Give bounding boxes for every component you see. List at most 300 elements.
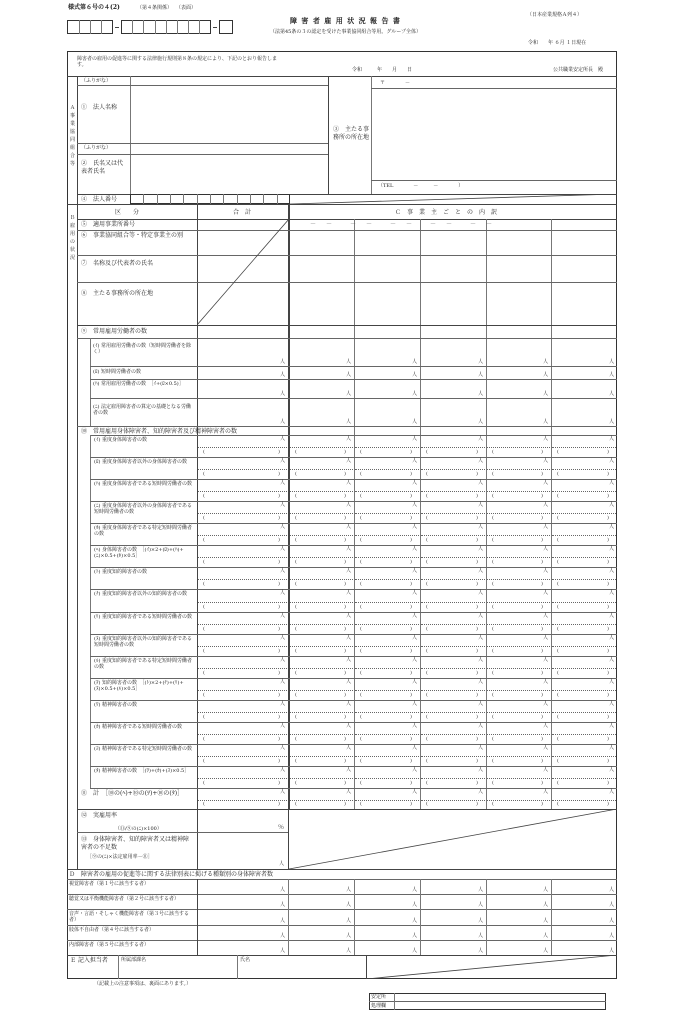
unit-label: 人 <box>280 419 286 425</box>
address-field[interactable] <box>372 89 616 179</box>
row-10-item-cell[interactable] <box>198 435 287 457</box>
row-10-item-cell[interactable] <box>198 634 287 656</box>
unit-label: 人 <box>609 359 615 365</box>
section-d-label: Ｄ 障害者の雇用の促進等に関する法律別表に掲げる種類別の身体障害者数 <box>69 871 274 878</box>
unit-label: 人 <box>609 524 615 530</box>
paren-close: ) <box>476 736 478 742</box>
unit-label: 人 <box>478 767 484 773</box>
unit-label: 人 <box>543 887 549 893</box>
paren-close: ) <box>541 670 543 676</box>
row-10-item-label: (ﾎ) 重度身体障害者である特定短時間労働者の数 <box>94 525 192 538</box>
section-d-item-cell[interactable] <box>552 909 616 925</box>
unit-label: 人 <box>280 723 286 729</box>
paren-open: ( <box>295 714 297 720</box>
unit-label: 人 <box>478 359 484 365</box>
paren-close: ) <box>410 559 412 565</box>
unit-label: 人 <box>280 948 286 954</box>
unit-label: 人 <box>280 613 286 619</box>
unit-label: 人 <box>543 701 549 707</box>
section-d-item-label: 音声・言語・そしゃく機能障害者（第３号に該当する者） <box>69 911 190 924</box>
section-d-item-cell[interactable] <box>421 879 485 894</box>
row-9-2-cell[interactable] <box>552 379 616 398</box>
row-10-item-cell[interactable] <box>198 545 287 567</box>
section-d-item-cell[interactable] <box>290 879 353 894</box>
row-10-item-cell[interactable] <box>198 479 287 501</box>
paren-open: ( <box>426 714 428 720</box>
row-9-2-cell[interactable] <box>487 379 550 398</box>
unit-label: 人 <box>346 480 352 486</box>
unit-label: 人 <box>346 701 352 707</box>
section-d-item-cell[interactable] <box>198 940 287 955</box>
section-d-item-cell[interactable] <box>198 894 287 909</box>
row-13-label: ⑬ 身体障害者、知的障害者又は精神障害者の不足数 <box>81 836 190 851</box>
unit-label: 人 <box>280 933 286 939</box>
section-d-item-cell[interactable] <box>421 925 485 940</box>
unit-label: 人 <box>609 480 615 486</box>
section-d-item-cell[interactable] <box>487 879 550 894</box>
row-9-3-cell[interactable] <box>198 398 287 426</box>
footer-note: （記載上の注意事項は、裏面にあります。） <box>94 981 192 987</box>
rep-name-field[interactable] <box>131 155 327 193</box>
row-9-1-cell[interactable] <box>290 366 353 379</box>
paren-open: ( <box>426 559 428 565</box>
unit-label: 人 <box>543 524 549 530</box>
shortfall-field[interactable] <box>198 833 287 868</box>
paren-open: ( <box>557 537 559 543</box>
unit-label: 人 <box>412 372 418 378</box>
paren-close: ) <box>344 692 346 698</box>
row-11-cell[interactable] <box>198 788 287 809</box>
unit-label: 人 <box>346 635 352 641</box>
section-d-item-cell[interactable] <box>198 879 287 894</box>
paren-close: ) <box>344 714 346 720</box>
unit-label: 人 <box>609 767 615 773</box>
paren-open: ( <box>360 581 362 587</box>
unit-label: 人 <box>412 657 418 663</box>
addressee: 公共職業安定所長 殿 <box>553 67 604 73</box>
col-breakdown: Ｃ 事 業 主 ご と の 内 訳 <box>395 209 498 216</box>
section-d-item-cell[interactable] <box>198 909 287 925</box>
paren-close: ) <box>607 604 609 610</box>
row-10-item-cell[interactable] <box>198 656 287 678</box>
paren-close: ) <box>278 626 280 632</box>
paren-close: ) <box>476 714 478 720</box>
paren-close: ) <box>344 758 346 764</box>
paren-open: ( <box>492 493 494 499</box>
paren-open: ( <box>360 670 362 676</box>
row-9c-label: (ﾊ) 常用雇用労働者の数 ［ｲ+(ﾛ×0.5)］ <box>93 381 184 387</box>
paren-close: ) <box>607 626 609 632</box>
row-9-0-cell[interactable] <box>198 338 287 366</box>
office-label: 安定所 <box>371 994 387 1000</box>
name-field[interactable] <box>238 963 365 978</box>
paren-close: ) <box>476 471 478 477</box>
row-10-item-cell[interactable] <box>198 766 287 788</box>
unit-label: 人 <box>280 918 286 924</box>
row-10-item-cell[interactable] <box>198 589 287 612</box>
paren-close: ) <box>607 648 609 654</box>
paren-open: ( <box>203 714 205 720</box>
paren-close: ) <box>607 692 609 698</box>
paren-close: ) <box>278 692 280 698</box>
unit-label: 人 <box>609 613 615 619</box>
unit-label: 人 <box>478 657 484 663</box>
row-9-3-cell[interactable] <box>290 398 353 426</box>
unit-label: 人 <box>478 902 484 908</box>
paren-close: ) <box>278 471 280 477</box>
paren-open: ( <box>203 780 205 786</box>
paren-close: ) <box>344 670 346 676</box>
paren-open: ( <box>492 736 494 742</box>
form-side: （表面） <box>176 5 197 11</box>
unit-label: 人 <box>543 359 549 365</box>
row-10-label: ⑩ 常用雇用身体障害者、知的障害者及び精神障害者の数 <box>81 428 238 435</box>
paren-open: ( <box>295 581 297 587</box>
paren-close: ) <box>476 581 478 587</box>
unit-label: 人 <box>346 419 352 425</box>
report-date[interactable]: 令和 年 月 日 <box>352 67 413 73</box>
paren-close: ) <box>410 648 412 654</box>
furigana-label: （ふりがな） <box>81 78 112 84</box>
unit-label: 人 <box>346 933 352 939</box>
paren-close: ) <box>476 670 478 676</box>
postal-code[interactable]: 〒 － <box>380 80 411 86</box>
row-9d-label: (ﾆ) 法定雇用障害者の算定の基礎となる労働者の数 <box>93 404 191 417</box>
section-d-item-cell[interactable] <box>355 909 419 925</box>
paren-open: ( <box>426 736 428 742</box>
paren-open: ( <box>492 581 494 587</box>
section-d-item-cell[interactable] <box>421 940 485 955</box>
unit-label: 人 <box>346 657 352 663</box>
paren-open: ( <box>557 648 559 654</box>
paren-open: ( <box>492 758 494 764</box>
unit-label: 人 <box>346 568 352 574</box>
row-10-item-label: (ﾘ) 重度知的障害者である短時間労働者の数 <box>94 614 192 620</box>
unit-label: 人 <box>412 745 418 751</box>
unit-label: 人 <box>478 568 484 574</box>
row-9-1-cell[interactable] <box>487 366 550 379</box>
paren-open: ( <box>557 758 559 764</box>
paren-close: ) <box>344 736 346 742</box>
corp-number-diagonal <box>290 194 617 204</box>
row-9-2-cell[interactable] <box>198 379 287 398</box>
unit-label: 人 <box>280 568 286 574</box>
paren-close: ) <box>410 449 412 455</box>
unit-label: 人 <box>412 918 418 924</box>
paren-open: ( <box>426 537 428 543</box>
unit-label: 人 <box>412 613 418 619</box>
section-d-item-label: 視覚障害者（第１号に該当する者） <box>69 881 150 887</box>
section-d-item-cell[interactable] <box>421 894 485 909</box>
section-d-item-label: 肢体不自由者（第４号に該当する者） <box>69 927 155 933</box>
paren-close: ) <box>541 604 543 610</box>
unit-label: 人 <box>280 546 286 552</box>
section-d-item-cell[interactable] <box>355 940 419 955</box>
section-d-item-cell[interactable] <box>290 940 353 955</box>
paren-open: ( <box>557 471 559 477</box>
row-10-item-cell[interactable] <box>198 678 287 700</box>
paren-close: ) <box>278 714 280 720</box>
unit-label: 人 <box>543 657 549 663</box>
paren-close: ) <box>278 537 280 543</box>
paren-close: ) <box>607 780 609 786</box>
paren-close: ) <box>541 471 543 477</box>
paren-close: ) <box>541 780 543 786</box>
section-d-item-cell[interactable] <box>552 894 616 909</box>
unit-label: 人 <box>346 502 352 508</box>
row-10-item-label: (ﾄ) 重度知的障害者の数 <box>94 569 147 575</box>
unit-label: 人 <box>412 701 418 707</box>
row-10-item-label: (ｦ) 知的障害者の数 ［(ﾄ)×2+(ﾁ)+(ﾘ)+(ﾇ)×0.5+(ﾙ)×0.5］ <box>94 680 184 693</box>
paren-close: ) <box>278 559 280 565</box>
corp-name-label: ① 法人名称 <box>81 104 118 111</box>
section-d-item-cell[interactable] <box>421 909 485 925</box>
row-9-1-cell[interactable] <box>421 366 485 379</box>
unit-label: 人 <box>280 902 286 908</box>
paren-open: ( <box>557 801 559 807</box>
paren-close: ) <box>278 670 280 676</box>
section-d-item-cell[interactable] <box>198 925 287 940</box>
unit-label: 人 <box>346 723 352 729</box>
row-10-item-cell[interactable] <box>198 457 287 479</box>
unit-label: 人 <box>346 546 352 552</box>
paren-close: ) <box>607 449 609 455</box>
section-d-item-cell[interactable] <box>487 940 550 955</box>
paren-open: ( <box>360 493 362 499</box>
tel-field[interactable]: （TEL － － ） <box>378 183 464 189</box>
row-9-0-cell[interactable] <box>421 338 485 366</box>
unit-label: 人 <box>412 679 418 685</box>
paren-open: ( <box>360 449 362 455</box>
unit-label: 人 <box>346 359 352 365</box>
unit-label: 人 <box>346 948 352 954</box>
row-10-item-label: (ﾍ) 身体障害者の数 ［(ｲ)×2+(ﾛ)+(ﾊ)+(ﾆ)×0.5+(ﾎ)×0.5］ <box>94 547 184 560</box>
unit-label: 人 <box>478 480 484 486</box>
row-10-item-label: (ﾊ) 重度身体障害者である短時間労働者の数 <box>94 481 192 487</box>
paren-open: ( <box>426 692 428 698</box>
unit-label: 人 <box>478 372 484 378</box>
paren-open: ( <box>557 604 559 610</box>
paren-close: ) <box>476 648 478 654</box>
paren-close: ) <box>607 714 609 720</box>
paren-close: ) <box>410 780 412 786</box>
paren-close: ) <box>344 604 346 610</box>
paren-close: ) <box>607 559 609 565</box>
unit-label: 人 <box>412 789 418 795</box>
section-e-label: Ｅ 記入担当者 <box>70 957 108 964</box>
unit-label: 人 <box>412 480 418 486</box>
dept-field[interactable] <box>119 963 236 978</box>
row-10-item-cell[interactable] <box>198 501 287 523</box>
row-9-2-cell[interactable] <box>290 379 353 398</box>
paren-open: ( <box>492 471 494 477</box>
section-d-item-cell[interactable] <box>487 894 550 909</box>
paren-close: ) <box>541 626 543 632</box>
paren-close: ) <box>476 515 478 521</box>
section-d-item-cell[interactable] <box>355 879 419 894</box>
paren-close: ) <box>410 758 412 764</box>
paren-open: ( <box>557 626 559 632</box>
unit-label: 人 <box>412 723 418 729</box>
unit-label: 人 <box>346 524 352 530</box>
unit-label: 人 <box>346 458 352 464</box>
unit-label: 人 <box>478 458 484 464</box>
unit-label: 人 <box>346 887 352 893</box>
section-d-item-cell[interactable] <box>355 894 419 909</box>
paren-close: ) <box>344 780 346 786</box>
paren-open: ( <box>360 648 362 654</box>
section-d-item-cell[interactable] <box>487 925 550 940</box>
paren-close: ) <box>278 736 280 742</box>
paren-open: ( <box>295 736 297 742</box>
row-9-3-cell[interactable] <box>552 398 616 426</box>
col-kubun: 区 分 <box>115 209 140 216</box>
unit-label: 人 <box>280 679 286 685</box>
as-of-date: 令和 年 ６月 １日現在 <box>528 40 587 46</box>
section-d-item-cell[interactable] <box>290 909 353 925</box>
paren-open: ( <box>295 780 297 786</box>
unit-label: 人 <box>609 590 615 596</box>
paren-open: ( <box>203 449 205 455</box>
unit-label: 人 <box>609 436 615 442</box>
section-d-item-cell[interactable] <box>290 925 353 940</box>
paren-close: ) <box>410 714 412 720</box>
unit-label: 人 <box>543 480 549 486</box>
unit-label: 人 <box>609 745 615 751</box>
section-d-item-cell[interactable] <box>290 894 353 909</box>
paren-open: ( <box>203 471 205 477</box>
row-9-1-cell[interactable] <box>198 366 287 379</box>
paren-open: ( <box>557 559 559 565</box>
paren-close: ) <box>541 736 543 742</box>
unit-label: 人 <box>346 391 352 397</box>
paren-close: ) <box>476 758 478 764</box>
row-10-item-label: (ﾙ) 重度知的障害者である特定短時間労働者の数 <box>94 658 192 671</box>
row-10-item-cell[interactable] <box>198 612 287 634</box>
row-11-label: ⑪ 計 ［⑩の(ﾍ)+⑩の(ｦ)+⑩の(ﾀ)］ <box>81 790 184 797</box>
paren-close: ) <box>541 449 543 455</box>
office-no-dashes[interactable]: － － － － － － － － － － <box>310 221 495 228</box>
unit-label: 人 <box>412 458 418 464</box>
paren-open: ( <box>295 493 297 499</box>
row-9-3-cell[interactable] <box>355 398 419 426</box>
paren-close: ) <box>476 604 478 610</box>
unit-label: 人 <box>412 933 418 939</box>
section-d-item-cell[interactable] <box>552 925 616 940</box>
paren-open: ( <box>426 648 428 654</box>
paren-open: ( <box>492 604 494 610</box>
row-9-3-cell[interactable] <box>421 398 485 426</box>
row-9-0-cell[interactable] <box>552 338 616 366</box>
paren-close: ) <box>278 493 280 499</box>
paren-open: ( <box>203 493 205 499</box>
unit-label: 人 <box>609 635 615 641</box>
unit-label: 人 <box>609 546 615 552</box>
unit-label: 人 <box>609 568 615 574</box>
row-10-item-label: (ｲ) 重度身体障害者の数 <box>94 437 147 443</box>
paren-open: ( <box>426 758 428 764</box>
row-10-item-cell[interactable] <box>198 700 287 722</box>
paren-close: ) <box>541 692 543 698</box>
row-9-2-cell[interactable] <box>421 379 485 398</box>
paren-open: ( <box>492 692 494 698</box>
paren-open: ( <box>360 780 362 786</box>
unit-label: 人 <box>346 679 352 685</box>
paren-close: ) <box>476 449 478 455</box>
paren-close: ) <box>607 670 609 676</box>
employment-rate-field[interactable] <box>198 810 287 832</box>
unit-label: 人 <box>412 546 418 552</box>
row-10-item-cell[interactable] <box>198 567 287 589</box>
paren-open: ( <box>203 648 205 654</box>
row-9-2-cell[interactable] <box>355 379 419 398</box>
unit-label: 人 <box>478 436 484 442</box>
paren-open: ( <box>295 604 297 610</box>
paren-open: ( <box>295 559 297 565</box>
unit-label: 人 <box>412 767 418 773</box>
unit-label: 人 <box>280 480 286 486</box>
unit-label: 人 <box>478 789 484 795</box>
paren-close: ) <box>410 736 412 742</box>
row-13-formula: ［⑨の(ﾆ)×法定雇用率－⑪］ <box>87 854 153 860</box>
row-10-item-cell[interactable] <box>198 722 287 744</box>
row-10-item-cell[interactable] <box>198 744 287 766</box>
row-10-item-cell[interactable] <box>198 523 287 545</box>
paren-close: ) <box>410 537 412 543</box>
section-d-item-cell[interactable] <box>487 909 550 925</box>
unit-label: 人 <box>478 502 484 508</box>
unit-label: 人 <box>543 502 549 508</box>
row-9-0-cell[interactable] <box>290 338 353 366</box>
section-a-label: Ａ 事業協同組合等 <box>69 105 75 167</box>
unit-label: 人 <box>280 436 286 442</box>
unit-label: 人 <box>280 391 286 397</box>
rep-name-label: ② 氏名又は代表者氏名 <box>81 160 124 175</box>
paren-open: ( <box>203 801 205 807</box>
paren-close: ) <box>344 581 346 587</box>
paren-close: ) <box>607 537 609 543</box>
paren-open: ( <box>295 449 297 455</box>
row-9-1-cell[interactable] <box>355 366 419 379</box>
paren-close: ) <box>278 604 280 610</box>
row-9-0-cell[interactable] <box>487 338 550 366</box>
row-9-3-cell[interactable] <box>487 398 550 426</box>
paren-close: ) <box>410 471 412 477</box>
paren-open: ( <box>203 670 205 676</box>
section-d-item-cell[interactable] <box>355 925 419 940</box>
paren-open: ( <box>557 780 559 786</box>
row-12-label: ⑫ 実雇用率 <box>81 812 118 819</box>
paren-open: ( <box>426 471 428 477</box>
unit-label: 人 <box>412 902 418 908</box>
paren-close: ) <box>344 626 346 632</box>
page-title: 障 害 者 雇 用 状 況 報 告 書 <box>290 16 401 25</box>
paren-open: ( <box>557 736 559 742</box>
unit-label: 人 <box>543 635 549 641</box>
row-9-0-cell[interactable] <box>355 338 419 366</box>
row-10-item-label: (ﾛ) 重度身体障害者以外の身体障害者の数 <box>94 459 187 465</box>
row-9a-label: (ｲ) 常用雇用労働者の数（短時間労働者を除く） <box>93 343 191 356</box>
paren-open: ( <box>203 604 205 610</box>
row-10-item-label: (ﾁ) 重度知的障害者以外の知的障害者の数 <box>94 591 187 597</box>
unit-label: 人 <box>543 458 549 464</box>
corp-name-field[interactable] <box>131 86 327 142</box>
unit-label: 人 <box>543 419 549 425</box>
section-d-item-cell[interactable] <box>552 879 616 894</box>
section-d-item-cell[interactable] <box>552 940 616 955</box>
row-9-1-cell[interactable] <box>552 366 616 379</box>
paren-close: ) <box>410 692 412 698</box>
